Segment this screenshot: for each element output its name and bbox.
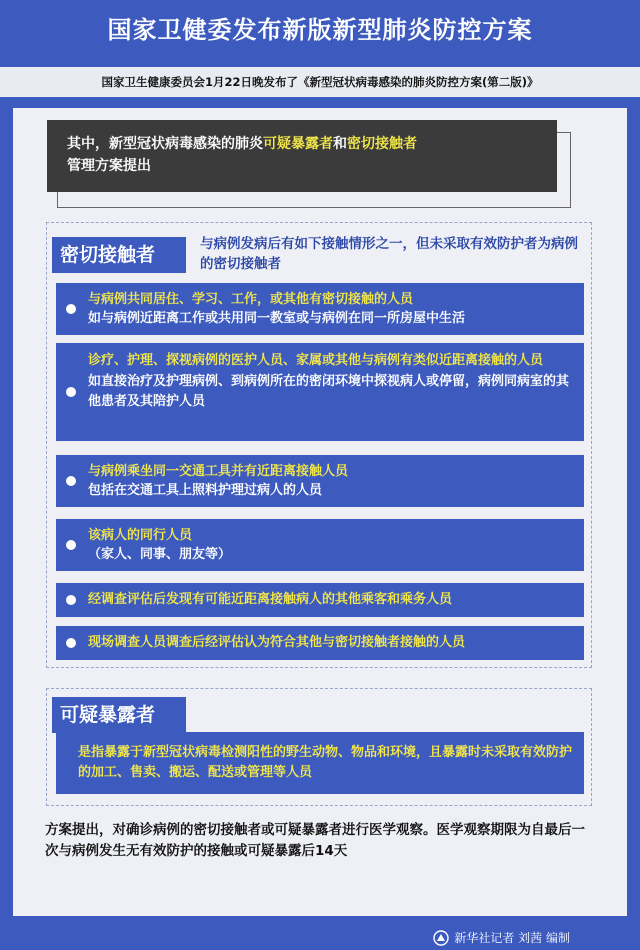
contact-item-detail: （家人、同事、朋友等） xyxy=(88,547,232,562)
bullet-icon xyxy=(66,540,76,550)
intro-prefix: 其中，新型冠状病毒感染的肺炎 xyxy=(67,136,263,152)
close-contacts-label: 密切接触者 xyxy=(52,237,186,273)
footer-credit-text: 新华社记者 刘茜 编制 xyxy=(454,931,570,945)
page-title: 国家卫健委发布新版新型肺炎防控方案 xyxy=(107,16,533,44)
bullet-icon xyxy=(66,304,76,314)
intro-suffix: 管理方案提出 xyxy=(67,158,151,174)
contact-item-detail: 包括在交通工具上照料护理过病人的人员 xyxy=(88,483,323,498)
suspected-exposed-description: 是指暴露于新型冠状病毒检测阳性的野生动物、物品和环境，且暴露时未采取有效防护的加工、售卖、搬运、配送或管理等人员 xyxy=(56,732,584,794)
bullet-icon xyxy=(66,476,76,486)
suspected-exposed-label: 可疑暴露者 xyxy=(52,697,186,733)
contact-item-title: 诊疗、护理、探视病例的医护人员、家属或其他与病例有类似近距离接触的人员 xyxy=(88,353,544,368)
contact-item-4 xyxy=(56,519,584,571)
contact-item-3 xyxy=(56,455,584,507)
contact-item-detail: 如直接治疗及护理病例、到病例所在的密闭环境中探视病人或停留，病例同病室的其他患者及其陪护人员 xyxy=(88,373,570,409)
conclusion-text: 方案提出，对确诊病例的密切接触者或可疑暴露者进行医学观察。医学观察期限为自最后一次与病例发生无有效防护的接触或可疑暴露后14天 xyxy=(45,822,585,859)
contact-item-title: 该病人的同行人员 xyxy=(88,528,193,543)
subtitle-bar: 国家卫生健康委员会1月22日晚发布了《新型冠状病毒感染的肺炎防控方案(第二版)》 xyxy=(0,67,640,97)
contact-item-detail: 如与病例近距离工作或共用同一教室或与病例在同一所房屋中生活 xyxy=(88,311,466,326)
xinhua-logo-icon xyxy=(433,930,449,946)
contact-item-6 xyxy=(56,626,584,660)
close-contacts-description: 与病例发病后有如下接触情形之一，但未采取有效防护者为病例的密切接触者 xyxy=(200,236,578,272)
bullet-icon xyxy=(66,638,76,648)
contact-item-title: 经调查评估后发现有可能近距离接触病人的其他乘客和乘务人员 xyxy=(88,592,453,607)
intro-connector: 和 xyxy=(333,136,347,152)
contact-item-title: 与病例乘坐同一交通工具并有近距离接触人员 xyxy=(88,464,349,479)
contact-item-title: 现场调查人员调查后经评估认为符合其他与密切接触者接触的人员 xyxy=(88,635,466,650)
intro-highlight-close-contacts: 密切接触者 xyxy=(347,136,417,152)
intro-highlight-suspected: 可疑暴露者 xyxy=(263,136,333,152)
footer-credit xyxy=(433,929,570,947)
contact-item-title: 与病例共同居住、学习、工作，或其他有密切接触的人员 xyxy=(88,292,414,307)
contact-item-1 xyxy=(56,283,584,335)
bullet-icon xyxy=(66,595,76,605)
intro-box xyxy=(47,120,557,192)
bullet-icon xyxy=(66,387,76,397)
contact-item-5 xyxy=(56,583,584,617)
contact-item-2 xyxy=(56,343,584,441)
